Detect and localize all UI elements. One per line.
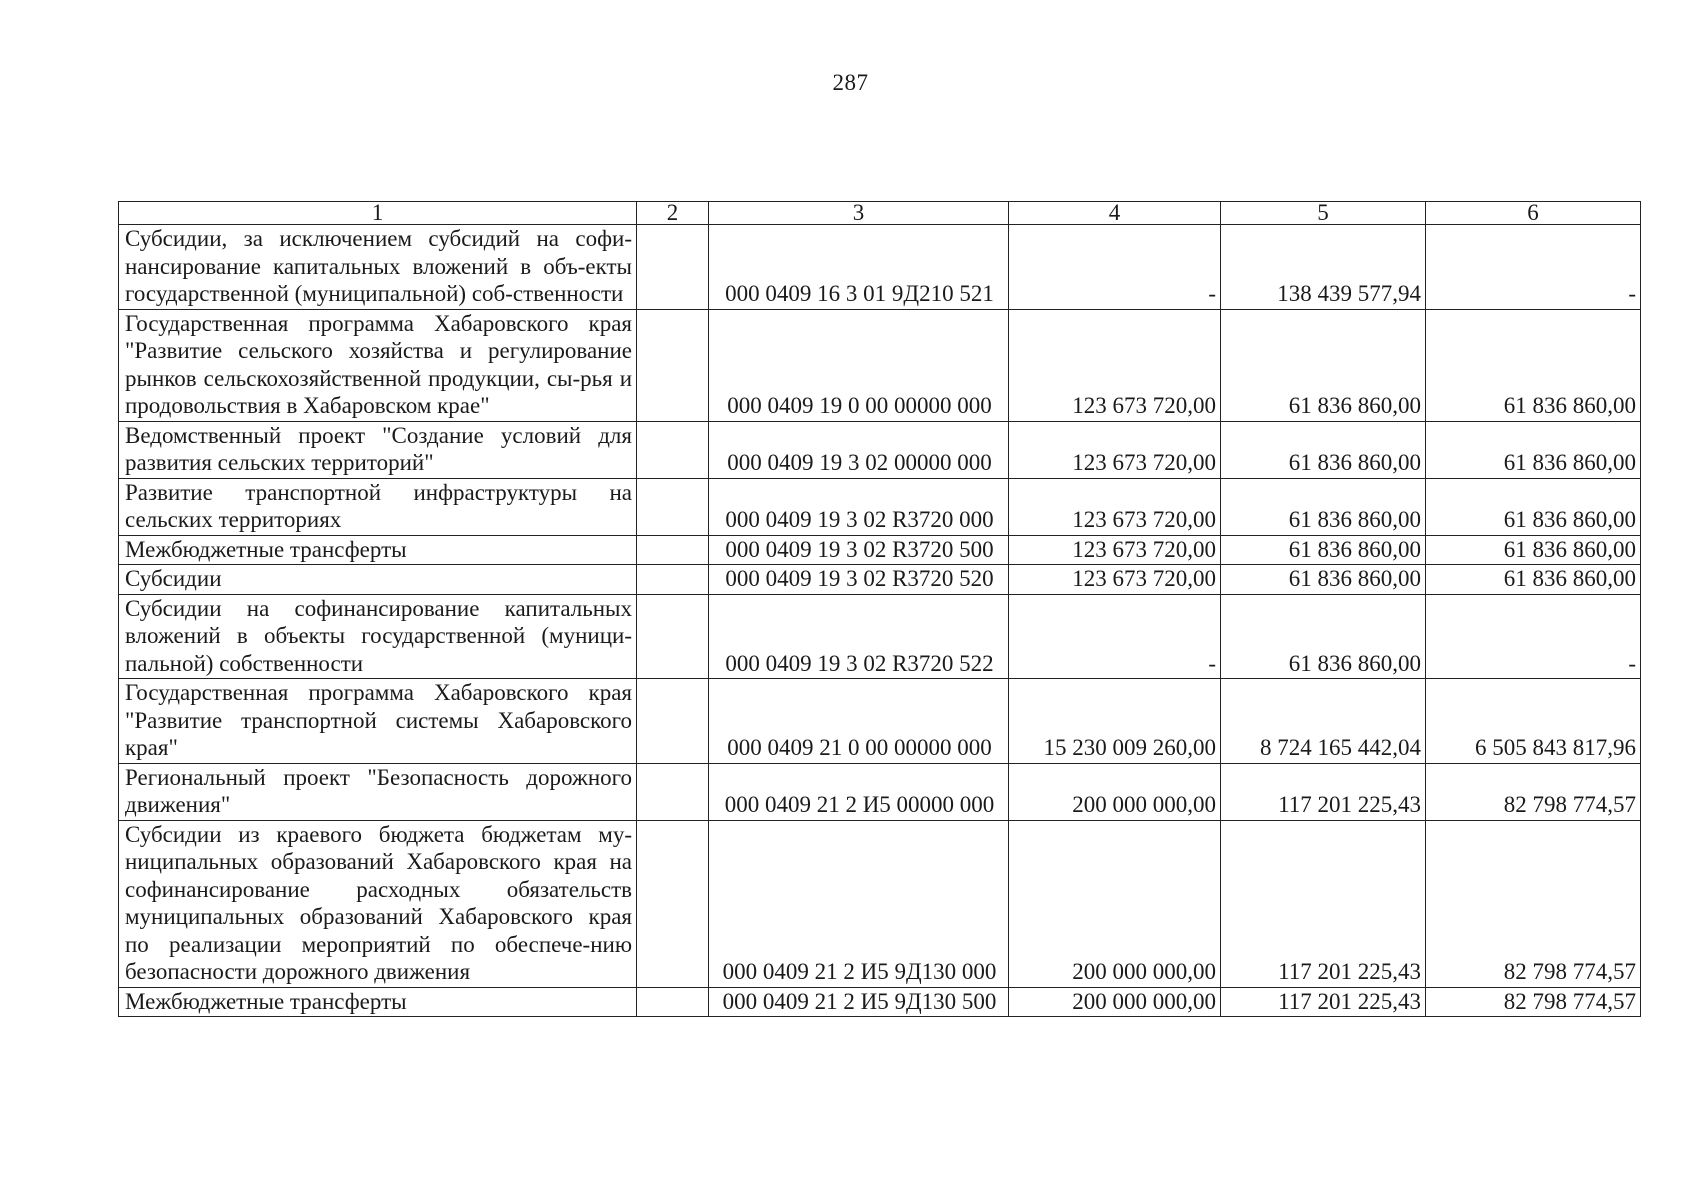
row-code: 000 0409 21 2 И5 00000 000 <box>709 763 1009 820</box>
row-col2 <box>637 421 709 478</box>
row-name: Межбюджетные трансферты <box>119 987 637 1017</box>
row-name: Субсидии на софинансирование капитальных вложений в объекты государственной (муници-пальной) собственности <box>119 594 637 679</box>
row-col2 <box>637 820 709 987</box>
row-code: 000 0409 19 3 02 R3720 520 <box>709 565 1009 595</box>
header-col-1: 1 <box>119 202 637 225</box>
row-col2 <box>637 478 709 535</box>
row-value-6: 61 836 860,00 <box>1426 421 1641 478</box>
budget-table <box>118 201 1641 1017</box>
header-col-3: 3 <box>709 202 1009 225</box>
row-col2 <box>637 763 709 820</box>
row-value-5: 61 836 860,00 <box>1221 594 1426 679</box>
row-value-4: 123 673 720,00 <box>1009 309 1221 421</box>
table-row <box>119 421 1641 478</box>
row-name: Субсидии из краевого бюджета бюджетам му-ниципальных образований Хабаровского края на софинансирование расходных обязательств муниципальных образований Хабаровского края по реализации мероприятий по обеспече-нию безопасности дорожного движения <box>119 820 637 987</box>
row-value-4: - <box>1009 225 1221 310</box>
table-row <box>119 535 1641 565</box>
row-value-6: 61 836 860,00 <box>1426 478 1641 535</box>
row-value-4: 200 000 000,00 <box>1009 763 1221 820</box>
row-value-4: 200 000 000,00 <box>1009 820 1221 987</box>
row-value-5: 117 201 225,43 <box>1221 763 1426 820</box>
row-value-6: 61 836 860,00 <box>1426 565 1641 595</box>
header-col-6: 6 <box>1426 202 1641 225</box>
row-value-6: 6 505 843 817,96 <box>1426 679 1641 764</box>
row-name: Субсидии, за исключением субсидий на софи-нансирование капитальных вложений в объ-екты государственной (муниципальной) соб-ственности <box>119 225 637 310</box>
table-row <box>119 225 1641 310</box>
row-value-4: 15 230 009 260,00 <box>1009 679 1221 764</box>
row-value-6: - <box>1426 225 1641 310</box>
row-code: 000 0409 19 3 02 R3720 522 <box>709 594 1009 679</box>
page-number: 287 <box>832 70 869 95</box>
table-row <box>119 987 1641 1017</box>
row-col2 <box>637 309 709 421</box>
row-col2 <box>637 987 709 1017</box>
row-code: 000 0409 19 0 00 00000 000 <box>709 309 1009 421</box>
row-value-5: 61 836 860,00 <box>1221 535 1426 565</box>
row-code: 000 0409 19 3 02 R3720 500 <box>709 535 1009 565</box>
header-col-4: 4 <box>1009 202 1221 225</box>
header-col-2: 2 <box>637 202 709 225</box>
row-code: 000 0409 19 3 02 00000 000 <box>709 421 1009 478</box>
table-row <box>119 820 1641 987</box>
row-value-4: 123 673 720,00 <box>1009 535 1221 565</box>
row-value-6: 82 798 774,57 <box>1426 763 1641 820</box>
row-value-4: 200 000 000,00 <box>1009 987 1221 1017</box>
row-value-4: 123 673 720,00 <box>1009 478 1221 535</box>
table-row <box>119 478 1641 535</box>
row-value-4: - <box>1009 594 1221 679</box>
row-value-4: 123 673 720,00 <box>1009 565 1221 595</box>
row-value-5: 61 836 860,00 <box>1221 421 1426 478</box>
table-row <box>119 309 1641 421</box>
row-col2 <box>637 565 709 595</box>
row-code: 000 0409 16 3 01 9Д210 521 <box>709 225 1009 310</box>
row-name: Развитие транспортной инфраструктуры на сельских территориях <box>119 478 637 535</box>
row-value-6: - <box>1426 594 1641 679</box>
row-col2 <box>637 225 709 310</box>
row-value-5: 61 836 860,00 <box>1221 565 1426 595</box>
row-col2 <box>637 535 709 565</box>
row-name: Ведомственный проект "Создание условий для развития сельских территорий" <box>119 421 637 478</box>
row-name: Государственная программа Хабаровского края "Развитие транспортной системы Хабаровского края" <box>119 679 637 764</box>
row-value-5: 117 201 225,43 <box>1221 820 1426 987</box>
header-col-5: 5 <box>1221 202 1426 225</box>
header-row <box>119 202 1641 225</box>
row-col2 <box>637 679 709 764</box>
row-name: Межбюджетные трансферты <box>119 535 637 565</box>
row-code: 000 0409 19 3 02 R3720 000 <box>709 478 1009 535</box>
row-value-5: 138 439 577,94 <box>1221 225 1426 310</box>
row-name: Региональный проект "Безопасность дорожного движения" <box>119 763 637 820</box>
row-value-6: 61 836 860,00 <box>1426 309 1641 421</box>
row-value-5: 61 836 860,00 <box>1221 478 1426 535</box>
row-value-4: 123 673 720,00 <box>1009 421 1221 478</box>
row-value-6: 61 836 860,00 <box>1426 535 1641 565</box>
row-code: 000 0409 21 2 И5 9Д130 500 <box>709 987 1009 1017</box>
row-value-6: 82 798 774,57 <box>1426 820 1641 987</box>
table-row <box>119 565 1641 595</box>
row-col2 <box>637 594 709 679</box>
row-name: Субсидии <box>119 565 637 595</box>
table-row <box>119 763 1641 820</box>
row-code: 000 0409 21 2 И5 9Д130 000 <box>709 820 1009 987</box>
row-code: 000 0409 21 0 00 00000 000 <box>709 679 1009 764</box>
row-value-5: 8 724 165 442,04 <box>1221 679 1426 764</box>
row-value-5: 117 201 225,43 <box>1221 987 1426 1017</box>
row-value-6: 82 798 774,57 <box>1426 987 1641 1017</box>
table-row <box>119 679 1641 764</box>
table-row <box>119 594 1641 679</box>
row-value-5: 61 836 860,00 <box>1221 309 1426 421</box>
row-name: Государственная программа Хабаровского края "Развитие сельского хозяйства и регулирование рынков сельскохозяйственной продукции, сы-рья и продовольствия в Хабаровском крае" <box>119 309 637 421</box>
